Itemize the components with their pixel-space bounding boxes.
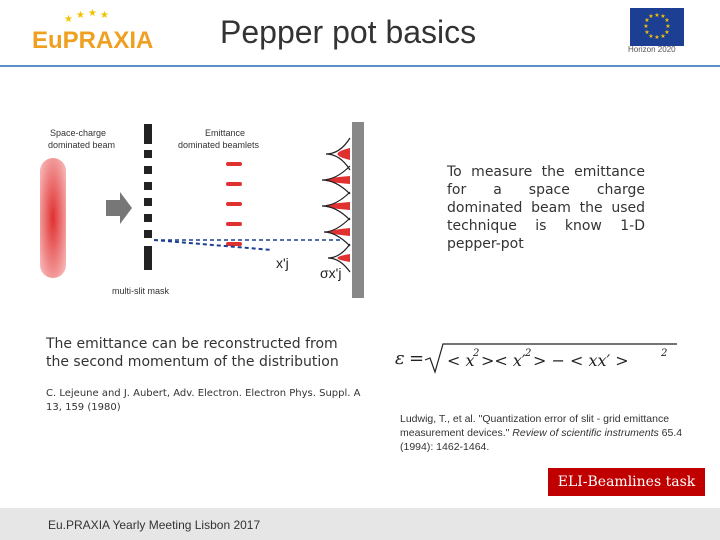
svg-text:★: ★ — [76, 10, 85, 21]
footer-bar — [0, 508, 720, 540]
svg-text:★: ★ — [664, 30, 670, 36]
svg-text:★: ★ — [64, 14, 73, 25]
svg-text:★: ★ — [654, 13, 660, 19]
slide-header — [0, 0, 720, 67]
svg-text:< x: < x — [447, 351, 475, 370]
svg-text:★: ★ — [660, 14, 666, 20]
svg-text:> − < xx′ >: > − < xx′ > — [533, 351, 629, 370]
svg-text:★: ★ — [648, 14, 654, 20]
measurement-description: To measure the emittance for a space charge dominated beam the used technique is know 1-D pepper-pot — [447, 164, 645, 252]
svg-text:★: ★ — [665, 24, 671, 30]
svg-text:★: ★ — [660, 34, 666, 40]
mask-label: multi-slit mask — [112, 286, 170, 296]
ludwig-reference-details: 65.4 (1994): 1462-1464. — [400, 427, 683, 453]
svg-text:2: 2 — [525, 348, 532, 359]
svg-text:★: ★ — [654, 35, 660, 41]
svg-text:★: ★ — [644, 18, 650, 24]
svg-text:>< x′: >< x′ — [481, 351, 526, 370]
sigma-label: σx'j — [320, 265, 342, 281]
ludwig-reference-authors: Ludwig, T., et al. "Quantization error of slit - grid emittance measurement devices." — [400, 413, 670, 439]
screen — [352, 122, 364, 298]
ludwig-reference — [400, 412, 700, 454]
space-charge-label-line2: dominated beam — [48, 140, 116, 150]
logo-text: EuPRAXIA — [32, 27, 154, 54]
page-title: Pepper pot basics — [220, 14, 477, 50]
svg-text:2: 2 — [473, 348, 480, 359]
svg-text:★: ★ — [643, 24, 649, 30]
emittance-label-line1: Emittance — [205, 128, 246, 138]
svg-text:★: ★ — [664, 18, 670, 24]
lejeune-reference: C. Lejeune and J. Aubert, Adv. Electron. Electron Phys. Suppl. A 13, 159 (1980) — [46, 388, 361, 413]
svg-text:=: = — [409, 348, 425, 369]
ludwig-reference-journal: Review of scientific instruments — [512, 427, 659, 439]
pepper-pot-diagram — [40, 118, 370, 308]
svg-text:ε: ε — [395, 348, 405, 369]
reconstruction-text: The emittance can be reconstructed from the second momentum of the distribution — [46, 336, 339, 370]
emittance-label-line2: dominated beamlets — [178, 140, 260, 150]
svg-text:★: ★ — [88, 8, 97, 19]
space-charge-beam — [40, 158, 66, 278]
svg-text:★: ★ — [644, 30, 650, 36]
svg-text:★: ★ — [648, 34, 654, 40]
beam-direction-arrow-icon — [106, 192, 132, 224]
multi-slit-mask — [144, 124, 152, 270]
beamlets — [226, 162, 242, 246]
beamlet-trajectory — [154, 240, 272, 250]
footer-text: Eu.PRAXIA Yearly Meeting Lisbon 2017 — [48, 518, 261, 532]
space-charge-label-line1: Space-charge — [50, 128, 107, 138]
xj-label: x'j — [276, 255, 289, 271]
svg-text:2: 2 — [661, 348, 668, 359]
eu-flag-icon — [630, 8, 684, 46]
eli-beamlines-task-badge: ELI-Beamlines task — [548, 468, 705, 496]
svg-text:★: ★ — [100, 10, 109, 21]
emittance-formula — [395, 338, 680, 380]
horizon-2020-label: Horizon 2020 — [628, 45, 676, 54]
eupraxia-logo — [30, 8, 160, 56]
